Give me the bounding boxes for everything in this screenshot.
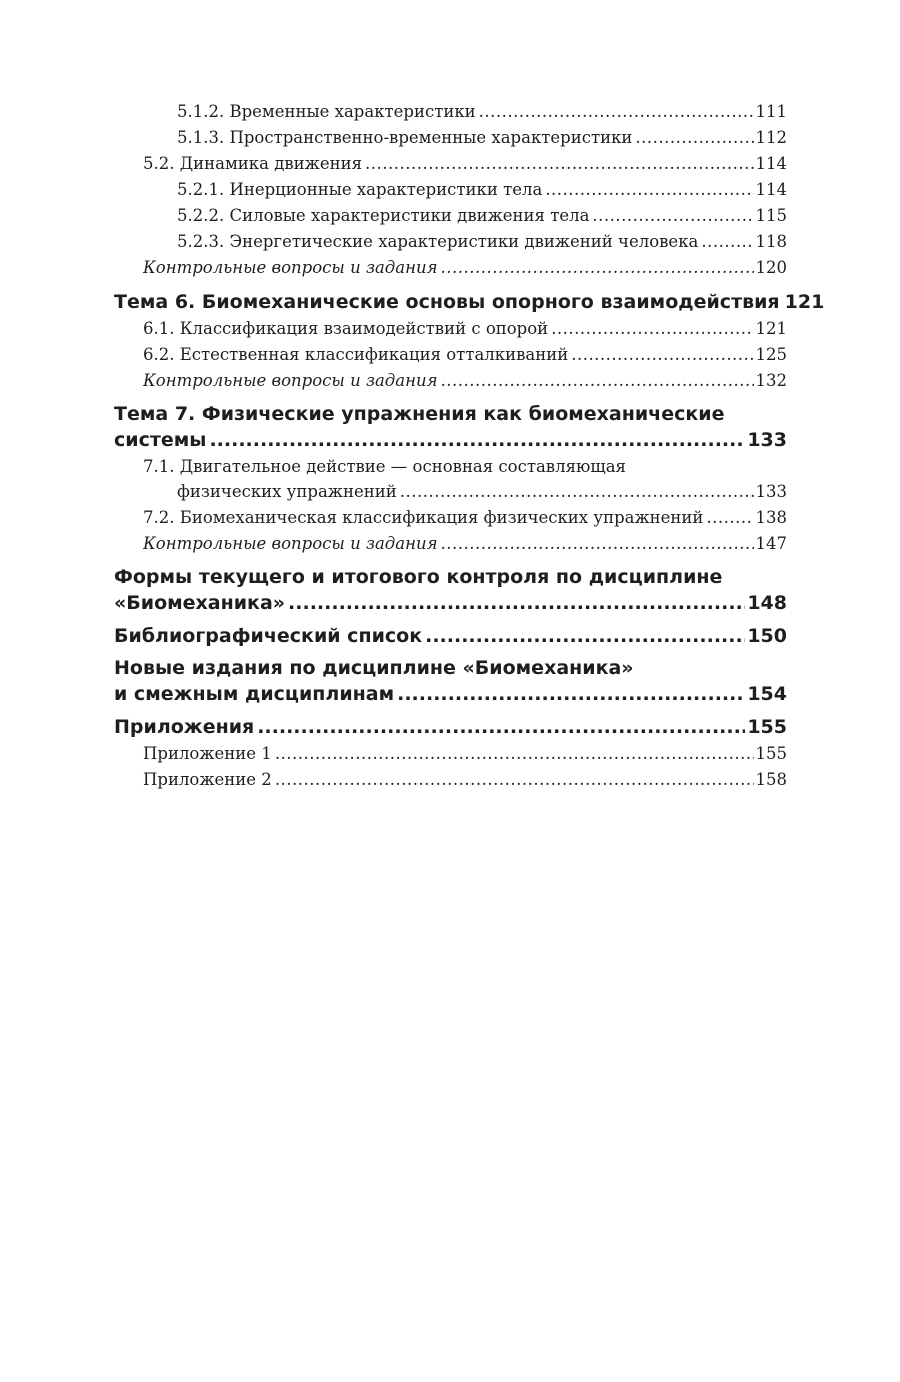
toc-entry-5-2 bbox=[114, 151, 787, 177]
toc-entry-title: 6.1. Классификация взаимодействий с опорой bbox=[143, 319, 549, 338]
toc-page-number: 155 bbox=[747, 716, 787, 738]
toc-entry-5-1-3 bbox=[114, 125, 787, 151]
toc-entry-title: 5.2.2. Силовые характеристики движения тела bbox=[177, 206, 590, 225]
toc-entry-5-1-2 bbox=[114, 99, 787, 125]
toc-page-number: 158 bbox=[755, 770, 787, 789]
toc-page-number: 154 bbox=[747, 683, 787, 705]
toc-entry-7-1-line1: 7.1. Двигательное действие — основная составляющая bbox=[143, 457, 626, 476]
toc-page-number: 150 bbox=[747, 625, 787, 647]
toc-entry-title: Приложение 1 bbox=[143, 744, 272, 763]
toc-entry-6-1 bbox=[114, 316, 787, 342]
toc-heading-appendices bbox=[114, 714, 787, 741]
toc-entry-appendix-1 bbox=[114, 741, 787, 767]
toc-heading-forms-line1: Формы текущего и итогового контроля по дисциплине bbox=[114, 566, 723, 588]
dot-leader bbox=[545, 177, 753, 203]
toc-entry-7-1 bbox=[114, 479, 787, 505]
toc-heading-theme-6 bbox=[114, 289, 825, 316]
dot-leader bbox=[400, 479, 754, 505]
table-of-contents bbox=[114, 99, 825, 793]
toc-entry-5-2-2 bbox=[114, 203, 787, 229]
dot-leader bbox=[701, 229, 753, 255]
dot-leader bbox=[288, 590, 745, 617]
toc-entry-title: 5.2. Динамика движения bbox=[143, 154, 362, 173]
toc-entry-title: 6.2. Естественная классификация отталкиваний bbox=[143, 345, 569, 364]
toc-entry-title: 5.2.3. Энергетические характеристики движений человека bbox=[177, 232, 699, 251]
toc-entry-5-2-3 bbox=[114, 229, 787, 255]
toc-page-number: 114 bbox=[755, 154, 787, 173]
toc-page-number: 132 bbox=[755, 371, 787, 390]
toc-page-number: 147 bbox=[755, 534, 787, 553]
toc-heading-theme-7-line1: Тема 7. Физические упражнения как биомеханические bbox=[114, 403, 725, 425]
dot-leader bbox=[571, 342, 753, 368]
toc-heading-forms bbox=[114, 590, 787, 617]
toc-page-number: 114 bbox=[755, 180, 787, 199]
toc-heading-new-editions bbox=[114, 681, 787, 708]
toc-entry-questions-6 bbox=[114, 368, 787, 394]
toc-heading-title: Библиографический список bbox=[114, 625, 423, 647]
toc-heading-theme-7 bbox=[114, 427, 787, 454]
dot-leader bbox=[365, 151, 754, 177]
toc-page-number: 120 bbox=[755, 258, 787, 277]
toc-entry-title: 5.1.3. Пространственно-временные характеристики bbox=[177, 128, 633, 147]
toc-page-number: 138 bbox=[755, 508, 787, 527]
toc-heading-title: Тема 6. Биомеханические основы опорного взаимодействия bbox=[114, 291, 780, 313]
toc-heading-title: Приложения bbox=[114, 716, 255, 738]
toc-entry-title: Контрольные вопросы и задания bbox=[143, 258, 438, 277]
toc-heading-title: «Биомеханика» bbox=[114, 592, 286, 614]
toc-heading-bibliography bbox=[114, 623, 787, 650]
toc-heading-title: системы bbox=[114, 429, 207, 451]
toc-page-number: 155 bbox=[755, 744, 787, 763]
toc-page-number: 133 bbox=[747, 429, 787, 451]
toc-page-number: 115 bbox=[755, 206, 787, 225]
dot-leader bbox=[706, 505, 753, 531]
toc-heading-title: и смежным дисциплинам bbox=[114, 683, 395, 705]
toc-entry-title: Контрольные вопросы и задания bbox=[143, 534, 438, 553]
dot-leader bbox=[592, 203, 753, 229]
toc-heading-new-editions-line1: Новые издания по дисциплине «Биомеханика» bbox=[114, 657, 634, 679]
toc-page-number: 112 bbox=[755, 128, 787, 147]
dot-leader bbox=[441, 531, 754, 557]
toc-entry-questions-5 bbox=[114, 255, 787, 281]
toc-page-number: 111 bbox=[755, 102, 787, 121]
dot-leader bbox=[441, 255, 754, 281]
toc-entry-appendix-2 bbox=[114, 767, 787, 793]
dot-leader bbox=[209, 427, 745, 454]
toc-entry-title: 5.1.2. Временные характеристики bbox=[177, 102, 476, 121]
toc-entry-6-2 bbox=[114, 342, 787, 368]
toc-page-number: 121 bbox=[755, 319, 787, 338]
toc-page-number: 118 bbox=[755, 232, 787, 251]
dot-leader bbox=[425, 623, 745, 650]
toc-entry-title: 5.2.1. Инерционные характеристики тела bbox=[177, 180, 543, 199]
dot-leader bbox=[275, 741, 754, 767]
dot-leader bbox=[275, 767, 754, 793]
toc-entry-title: Приложение 2 bbox=[143, 770, 272, 789]
toc-page-number: 121 bbox=[784, 291, 825, 313]
toc-page-number: 133 bbox=[755, 482, 787, 501]
dot-leader bbox=[551, 316, 753, 342]
toc-entry-questions-7 bbox=[114, 531, 787, 557]
toc-entry-title: Контрольные вопросы и задания bbox=[143, 371, 438, 390]
toc-entry-7-2 bbox=[114, 505, 787, 531]
toc-entry-title: 7.2. Биомеханическая классификация физических упражнений bbox=[143, 508, 704, 527]
toc-entry-5-2-1 bbox=[114, 177, 787, 203]
toc-page-number: 125 bbox=[755, 345, 787, 364]
toc-page-number: 148 bbox=[747, 592, 787, 614]
dot-leader bbox=[397, 681, 745, 708]
dot-leader bbox=[479, 99, 754, 125]
dot-leader bbox=[635, 125, 753, 151]
dot-leader bbox=[441, 368, 754, 394]
toc-entry-title: физических упражнений bbox=[177, 482, 397, 501]
dot-leader bbox=[257, 714, 745, 741]
